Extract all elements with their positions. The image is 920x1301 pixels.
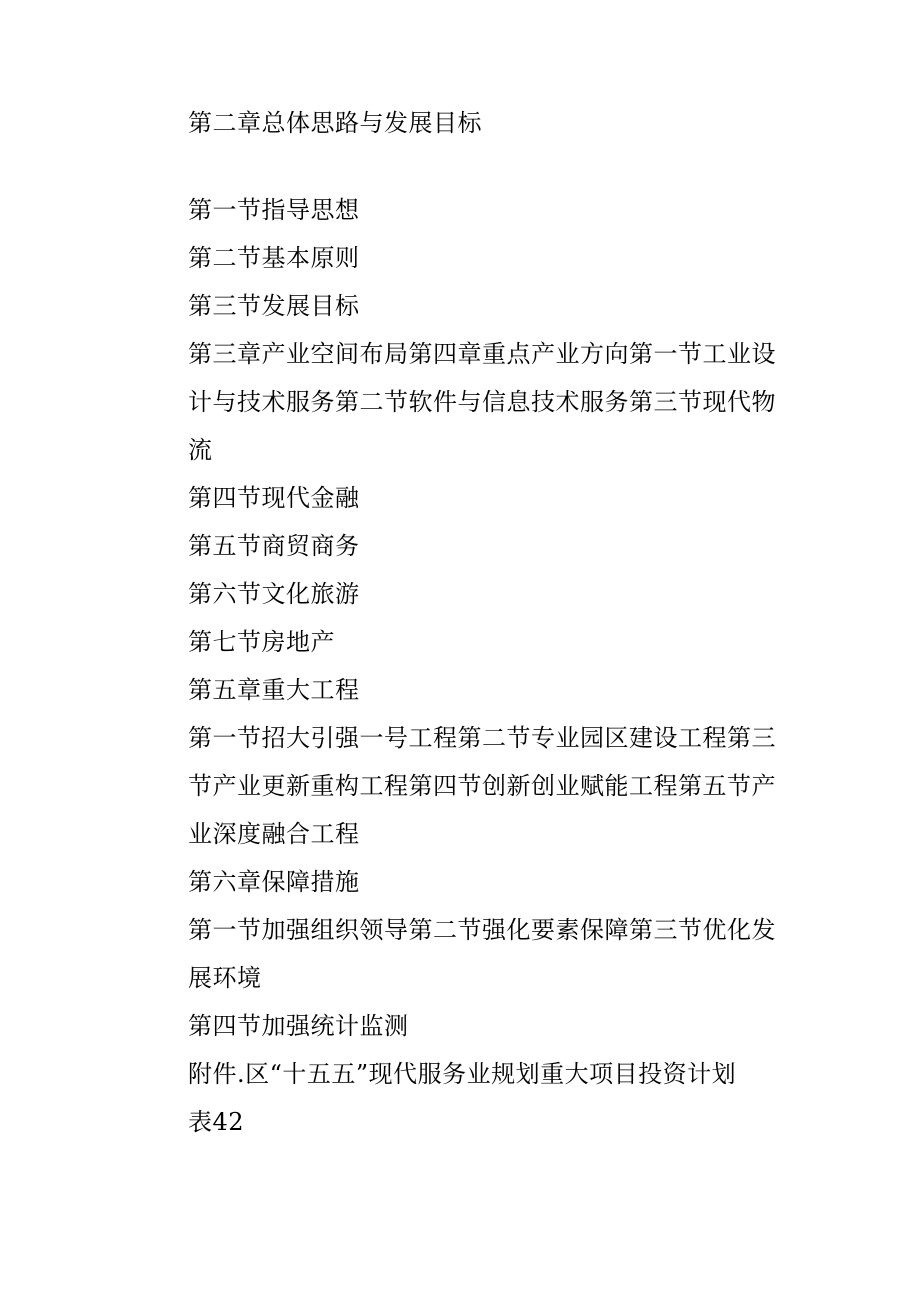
toc-line: 节产业更新重构工程第四节创新创业赋能工程第五节产 [188,772,776,800]
toc-line: 第六节文化旅游 [188,580,360,608]
toc-line: 第四节现代金融 [188,484,360,512]
toc-line: 第三节发展目标 [188,292,360,320]
toc-line: 第五节商贸商务 [188,532,360,560]
toc-line: 第一节招大引强一号工程第二节专业园区建设工程第三 [188,724,776,752]
toc-line: 第一节指导思想 [188,196,360,224]
toc-chapter-2: 第二章总体思路与发展目标 [188,109,482,137]
toc-line: 第六章保障措施 [188,868,360,896]
toc-line: 计与技术服务第二节软件与信息技术服务第三节现代物 [188,388,776,416]
toc-line: 第四节加强统计监测 [188,1012,409,1040]
toc-line: 第七节房地产 [188,628,335,656]
toc-line: 第二节基本原则 [188,244,360,272]
toc-line: 第一节加强组织领导第二节强化要素保障第三节优化发 [188,916,776,944]
toc-line: 展环境 [188,964,262,992]
toc-line: 第五章重大工程 [188,676,360,704]
toc-line: 表42 [188,1108,245,1136]
toc-line: 业深度融合工程 [188,820,360,848]
toc-line: 附件.区“十五五”现代服务业规划重大项目投资计划 [188,1060,737,1088]
toc-line: 流 [188,436,213,464]
toc-line: 第三章产业空间布局第四章重点产业方向第一节工业设 [188,340,776,368]
